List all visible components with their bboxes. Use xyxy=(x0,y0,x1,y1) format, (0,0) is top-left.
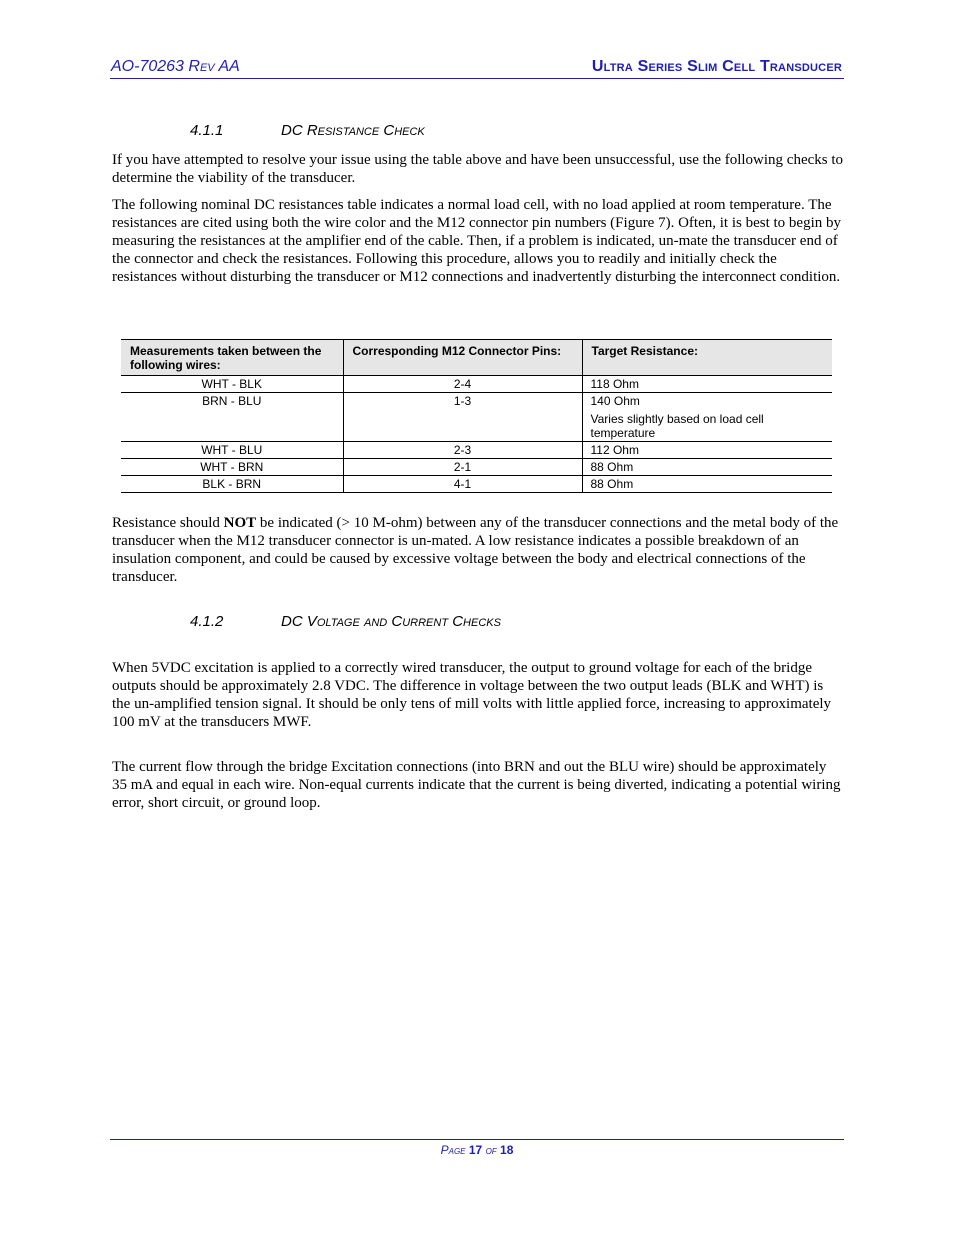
header-divider xyxy=(110,78,844,79)
emphasis-not: NOT xyxy=(223,515,257,531)
paragraph-intro: If you have attempted to resolve your issue using the table above and have been unsuccessful, use the following checks to determine the viability of the transducer. xyxy=(112,152,844,186)
cell-resistance: 118 Ohm xyxy=(582,376,832,393)
cell-resistance: 88 Ohm xyxy=(582,459,832,476)
current-page: 17 xyxy=(468,1143,483,1157)
resistance-note: Varies slightly based on load cell temperature xyxy=(590,412,764,440)
table-row xyxy=(121,442,832,459)
page-number xyxy=(0,1143,954,1157)
section-number: 4.1.2 xyxy=(190,613,224,630)
paragraph-voltage: When 5VDC excitation is applied to a correctly wired transducer, the output to ground voltage for each of the bridge outputs should be approximately 2.8 VDC. The difference in voltage between the two output leads (BLK and WHT) is the un-amplified tension signal. It should be only tens of mill volts with little applied force, increasing to approximately 100 mV at the transducers MWF. xyxy=(112,660,832,730)
section-heading-4-1-2 xyxy=(190,613,501,630)
section-title: DC Resistance Check xyxy=(281,122,425,139)
cell-wires: WHT - BLU xyxy=(121,442,343,459)
table-row xyxy=(121,393,832,442)
table-row xyxy=(121,459,832,476)
cell-pins: 2-4 xyxy=(343,376,582,393)
paragraph-resistances: The following nominal DC resistances table indicates a normal load cell, with no load applied at room temperature. The resistances are cited using both the wire color and the M12 connector pin numbers (Figure 7). Often, it is best to begin by measuring the resistances at the amplifier end of the cable. Then, if a problem is indicated, un-mate the transducer end of the connector and check the resistances. Following this procedure, allows you to readily and initially check the resistances without disturbing the transducer or M12 connections and inadvertently disturbing the interconnect condition. xyxy=(112,197,841,285)
document-title: Ultra Series Slim Cell Transducer xyxy=(591,58,842,75)
of-label: of xyxy=(485,1143,497,1157)
document-id: AO-70263 Rev AA xyxy=(111,58,240,75)
page-label: Page xyxy=(440,1143,466,1157)
table-row xyxy=(121,476,832,493)
section-heading-4-1-1 xyxy=(190,122,425,139)
text-run: be indicated (> 10 M-ohm) between any of the transducer connections and the metal body of the transducer when the M12 transducer connector is un-mated. A low resistance indicates a possible breakdown of an insulation component, and could be caused by excessive voltage between the body and electrical connections of the transducer. xyxy=(112,515,839,585)
header-pins: Corresponding M12 Connector Pins: xyxy=(343,340,582,376)
header-resistance: Target Resistance: xyxy=(582,340,832,376)
cell-wires: WHT - BLK xyxy=(121,376,343,393)
cell-pins: 2-1 xyxy=(343,459,582,476)
paragraph-insulation xyxy=(112,514,844,586)
cell-resistance: 112 Ohm xyxy=(582,442,832,459)
section-title: DC Voltage and Current Checks xyxy=(281,613,501,630)
header-wires: Measurements taken between the following wires: xyxy=(121,340,343,376)
cell-resistance: 88 Ohm xyxy=(582,476,832,493)
cell-wires: BLK - BRN xyxy=(121,476,343,493)
section-number: 4.1.1 xyxy=(190,122,224,139)
cell-resistance xyxy=(582,393,832,442)
cell-pins: 4-1 xyxy=(343,476,582,493)
cell-pins: 2-3 xyxy=(343,442,582,459)
text-run: Resistance should xyxy=(112,515,224,531)
table-header-row xyxy=(121,340,832,376)
cell-pins: 1-3 xyxy=(343,393,582,442)
paragraph-current: The current flow through the bridge Excitation connections (into BRN and out the BLU wire) should be approximately 35 mA and equal in each wire. Non-equal currents indicate that the current is being diverted, indicating a potential wiring error, short circuit, or ground loop. xyxy=(112,759,841,811)
resistance-table xyxy=(121,339,832,493)
table-row xyxy=(121,376,832,393)
total-pages: 18 xyxy=(500,1143,514,1157)
cell-wires: BRN - BLU xyxy=(121,393,343,442)
cell-wires: WHT - BRN xyxy=(121,459,343,476)
resistance-value: 140 Ohm xyxy=(590,394,640,408)
footer-divider xyxy=(110,1139,844,1140)
